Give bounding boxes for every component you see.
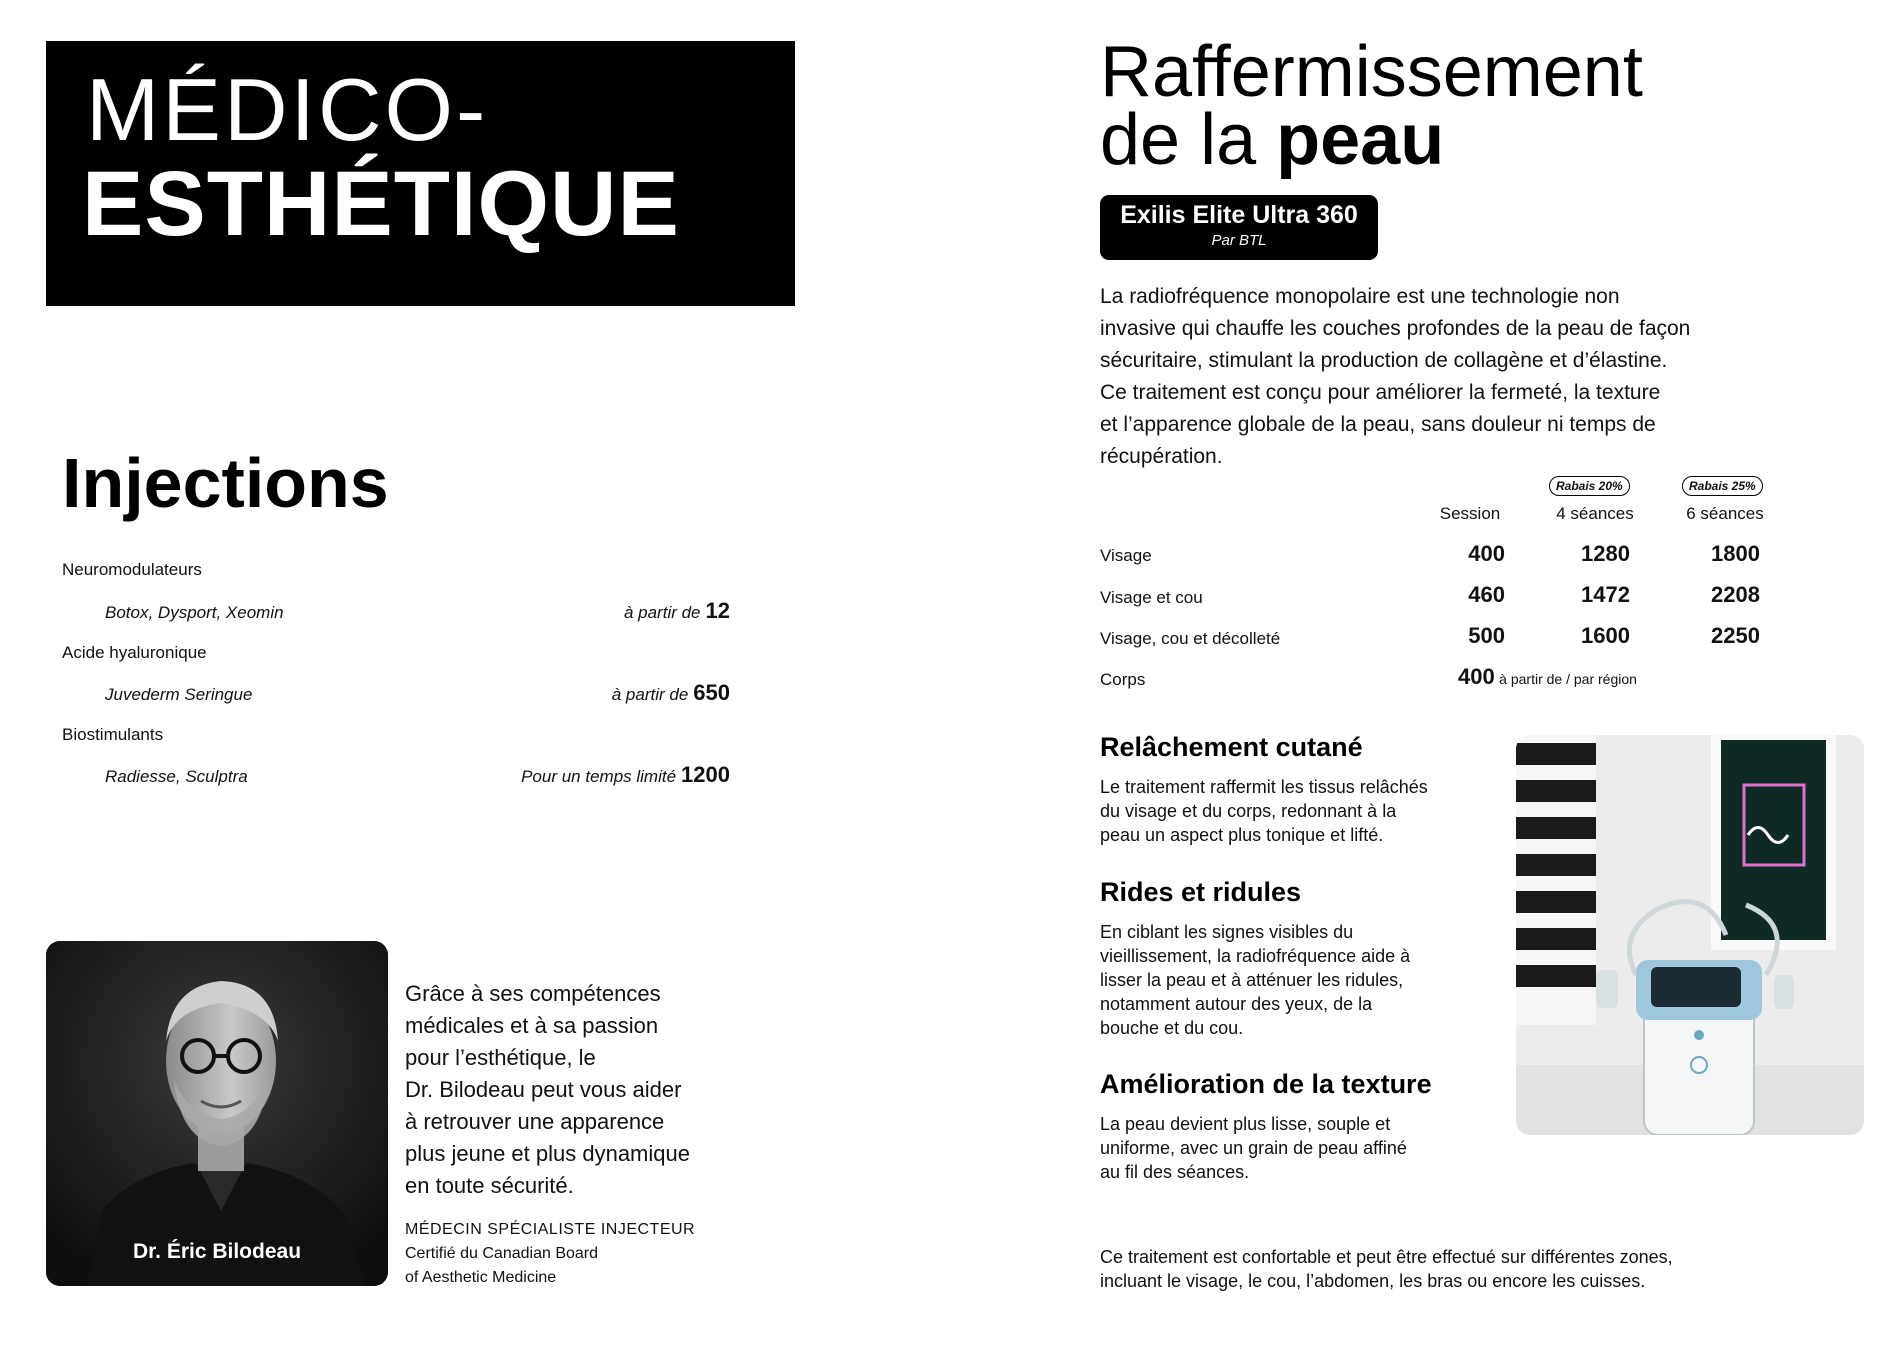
category-label: Acide hyaluronique [62,643,207,662]
closing-note: Ce traitement est confortable et peut être effectué sur différentes zones, incluant le visage, le cou, l’abdomen, les bras ou encore les cuisses. [1100,1247,1673,1291]
price-4: 1600 [1581,623,1630,648]
price-session: 460 [1468,582,1505,607]
price-4: 1280 [1581,541,1630,566]
price-row [105,680,730,706]
section-text: La peau devient plus lisse, souple et uniforme, avec un grain de peau affiné au fil des séances. [1100,1114,1407,1182]
item-price: à partir de 650 [611,680,730,705]
pricing-row-label: Corps [1100,670,1146,689]
section-text: En ciblant les signes visibles du vieillissement, la radiofréquence aide à lisser la peau et à atténuer les ridules, notamment autour des yeux, de la bouche et du cou. [1100,922,1411,1038]
price-row [105,762,730,788]
column-header-4: 4 séances [1556,504,1634,523]
pricing-row-label: Visage, cou et décolleté [1100,629,1281,648]
pricing-row-label: Visage et cou [1100,588,1203,607]
item-name: Juvederm Seringue [105,685,253,704]
pricing-row-label: Visage [1100,546,1152,565]
page-title-line1: Raffermissement [1100,32,1643,112]
doctor-credential-title: MÉDECIN SPÉCIALISTE INJECTEUR [405,1221,696,1238]
doctor-credential-line: of Aesthetic Medicine [405,1269,557,1286]
category-label: Neuromodulateurs [62,560,202,579]
price-row [105,598,730,624]
hero-title-line2: ESTHÉTIQUE [82,153,680,255]
item-price: à partir de 12 [623,598,730,623]
price-session: 400 [1468,541,1505,566]
section-text: Le traitement raffermit les tissus relâchés du visage et du corps, redonnant à la peau un aspect plus tonique et lifté. [1100,777,1428,845]
doctor-name-caption: Dr. Éric Bilodeau [132,1240,302,1263]
item-price: Pour un temps limité 1200 [521,762,730,787]
discount-badge: Rabais 20% [1549,476,1630,496]
item-name: Radiesse, Sculptra [105,767,248,786]
column-header-session: Session [1439,504,1501,523]
section-heading: Rides et ridules [1100,877,1302,907]
doctor-credential-line: Certifié du Canadian Board [405,1245,599,1262]
section-heading: Amélioration de la texture [1100,1069,1432,1099]
page-title-line2: de la peau [1100,100,1445,180]
column-header-6: 6 séances [1686,504,1764,523]
product-badge [1100,195,1378,260]
price-value: 650 [693,680,730,705]
device-photo [1516,735,1864,1135]
treatment-description: La radiofréquence monopolaire est une technologie non invasive qui chauffe les couches profondes de la peau de façon sécuritaire, stimulant la production de collagène et d’élastine. Ce traitement est conçu pour améliorer la fermeté, la texture et l’apparence globale de la peau, sans douleur ni temps de récupération. [1100,285,1691,468]
doctor-photo [46,941,388,1286]
product-brand: Par BTL [1211,232,1267,249]
category-label: Biostimulants [62,725,164,744]
price-6: 1800 [1711,541,1760,566]
device-illustration [1516,735,1864,1135]
section-heading: Relâchement cutané [1100,732,1363,762]
price-value: 1200 [681,762,730,787]
discount-badge: Rabais 25% [1682,476,1763,496]
price-session: 500 [1468,623,1505,648]
doctor-portrait-illustration [46,941,388,1286]
price-6: 2250 [1711,623,1760,648]
price-6: 2208 [1711,582,1760,607]
price-corps-note: à partir de / par région [1499,671,1637,687]
hero-title-line1: MÉDICO- [86,60,489,159]
product-name: Exilis Elite Ultra 360 [1120,201,1358,229]
price-4: 1472 [1581,582,1630,607]
item-name: Botox, Dysport, Xeomin [105,603,284,622]
price-value: 12 [705,598,730,623]
price-corps: 400 à partir de / par région [1458,664,1637,689]
doctor-bio: Grâce à ses compétences médicales et à sa passion pour l’esthétique, le Dr. Bilodeau peut vous aider à retrouver une apparence plus jeune et plus dynamique en toute sécurité. [405,981,690,1198]
injections-title: Injections [62,444,389,522]
